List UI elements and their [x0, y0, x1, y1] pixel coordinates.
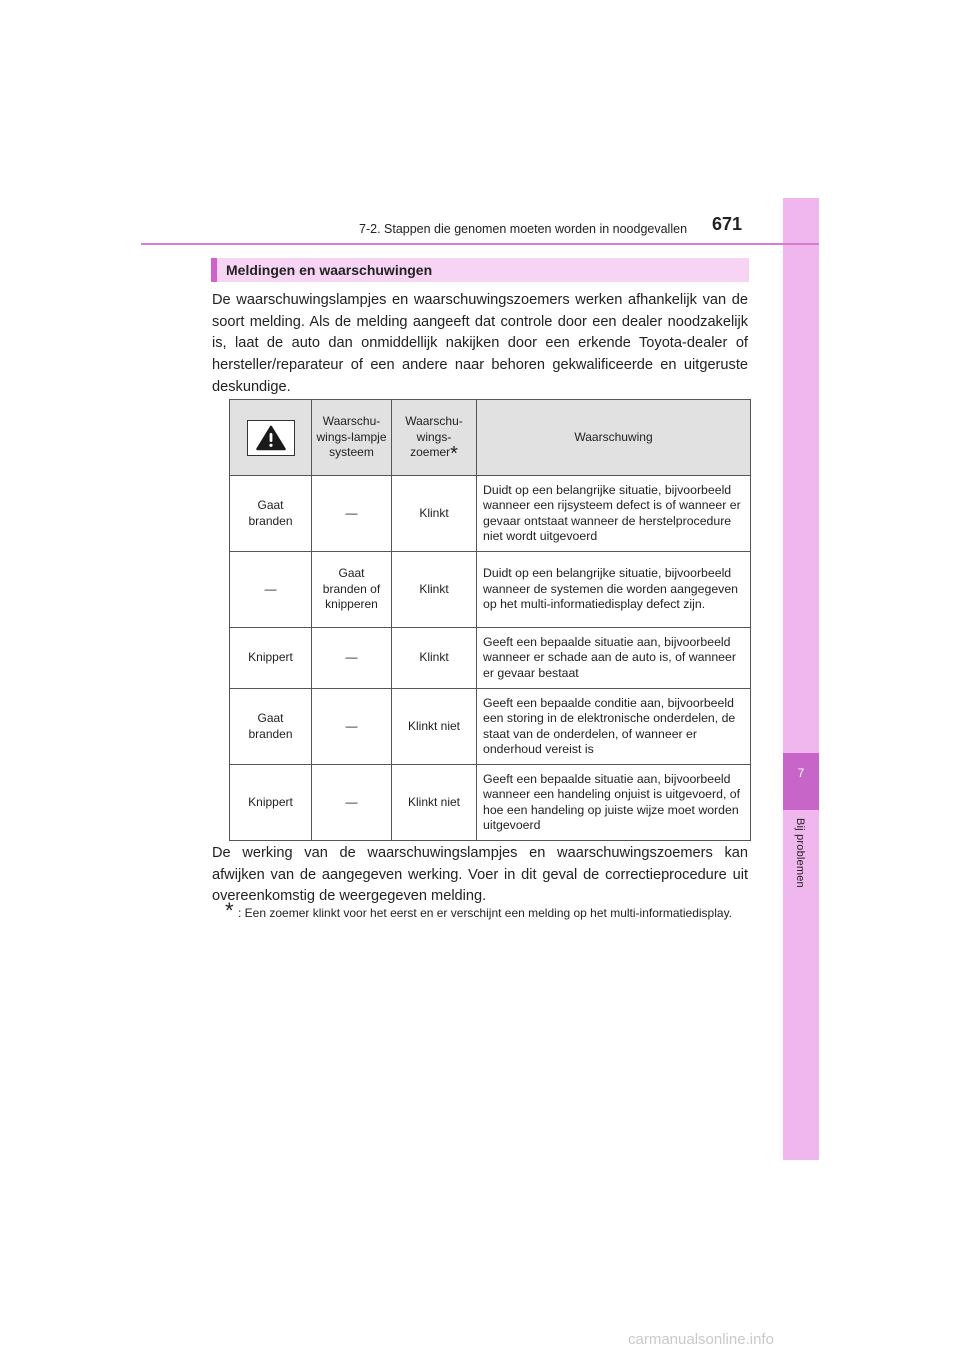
cell-buzzer: Klinkt niet: [392, 689, 477, 765]
cell-system: —: [312, 689, 392, 765]
warning-table: [229, 399, 751, 841]
table-row: [230, 765, 751, 841]
outro-paragraph: De werking van de waarschuwingslampjes en waarschuwingszoemers kan afwijken van de aangegeven werking. Voer in dit geval de correctieprocedure uit overeenkomstig de weergegeven melding.: [212, 845, 748, 905]
header-rule: [141, 243, 819, 245]
chapter-number: 7: [797, 766, 805, 780]
cell-system: —: [312, 765, 392, 841]
cell-lamp: Gaat branden: [230, 689, 312, 765]
chapter-side-tab: [783, 198, 819, 1160]
cell-system: Gaat branden of knipperen: [312, 552, 392, 628]
table-row: [230, 689, 751, 765]
table-row: [230, 628, 751, 689]
cell-lamp: —: [230, 552, 312, 628]
footnote-text: : Een zoemer klinkt voor het eerst en er verschijnt een melding op het multi-informatiedisplay.: [238, 906, 733, 920]
header-buzzer-text: Waarschu-wings-zoemer: [405, 414, 463, 460]
table-row: [230, 476, 751, 552]
cell-lamp: Knippert: [230, 628, 312, 689]
section-heading-bar: [211, 258, 749, 282]
cell-buzzer: Klinkt: [392, 552, 477, 628]
cell-buzzer: Klinkt: [392, 628, 477, 689]
cell-warning: Geeft een bepaalde situatie aan, bijvoorbeeld wanneer er schade aan de auto is, of wanneer er gevaar bestaat: [477, 628, 751, 689]
header-lamp-icon-cell: [230, 400, 312, 476]
cell-warning: Duidt op een belangrijke situatie, bijvoorbeeld wanneer de systemen die worden aangegeven op het multi-informatiedisplay defect zijn.: [477, 552, 751, 628]
header-warning-cell: Waarschuwing: [477, 400, 751, 476]
cell-warning: Geeft een bepaalde situatie aan, bijvoorbeeld wanneer een handeling onjuist is uitgevoerd, of hoe een handeling op juiste wijze moet worden uitgevoerd: [477, 765, 751, 841]
cell-system: —: [312, 476, 392, 552]
watermark: carmanualsonline.info: [628, 1331, 774, 1348]
chapter-label: Bij problemen: [794, 818, 806, 888]
chapter-active-marker: [783, 753, 819, 810]
footnote: [225, 898, 749, 923]
header-system-cell: Waarschu-wings-lampje systeem: [312, 400, 392, 476]
running-header: 7-2. Stappen die genomen moeten worden in noodgevallen: [359, 222, 688, 236]
header-buzzer-cell: [392, 400, 477, 476]
cell-buzzer: Klinkt: [392, 476, 477, 552]
cell-warning: Duidt op een belangrijke situatie, bijvoorbeeld wanneer een rijsysteem defect is of wanneer er gevaar ontstaat wanneer de herstelprocedure niet wordt uitgevoerd: [477, 476, 751, 552]
page-number: 671: [712, 214, 743, 234]
intro-paragraph: De waarschuwingslampjes en waarschuwingszoemers werken afhankelijk van de soort melding. Als de melding aangeeft dat controle door een dealer noodzakelijk is, laat de auto dan onmiddellijk nakijken door een erkende Toyota-dealer of hersteller/reparateur of een andere naar behoren gekwalificeerde en uitgeruste deskundige.: [212, 292, 748, 395]
warning-triangle-icon: [247, 420, 295, 456]
cell-lamp: Gaat branden: [230, 476, 312, 552]
cell-lamp: Knippert: [230, 765, 312, 841]
table-header-row: [230, 400, 751, 476]
section-title: Meldingen en waarschuwingen: [226, 262, 433, 278]
table-row: [230, 552, 751, 628]
footnote-marker: *: [450, 443, 458, 466]
cell-system: —: [312, 628, 392, 689]
footnote-star: *: [225, 898, 234, 923]
cell-warning: Geeft een bepaalde conditie aan, bijvoorbeeld een storing in de elektronische onderdelen, de staat van de onderdelen, of wanneer er onderhoud vereist is: [477, 689, 751, 765]
cell-buzzer: Klinkt niet: [392, 765, 477, 841]
